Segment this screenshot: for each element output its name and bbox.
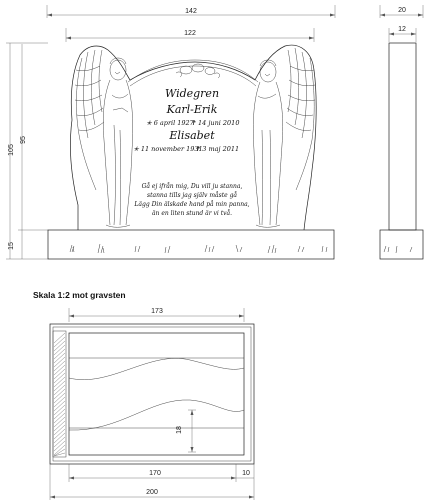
hatch-line	[54, 405, 65, 415]
wave-line-lower	[69, 400, 244, 430]
hatch-line	[54, 361, 65, 371]
hatch-line	[54, 345, 65, 355]
hatch-line	[54, 413, 65, 423]
hatched-strip	[53, 331, 66, 457]
hatch-line	[54, 349, 65, 359]
dim-label-170: 170	[149, 470, 161, 477]
hatch-line	[54, 365, 65, 375]
hatch-line	[54, 373, 65, 383]
hatch-line	[54, 333, 65, 343]
dim-side-base	[380, 5, 423, 18]
side-base	[380, 230, 423, 259]
dim-label-142: 142	[185, 8, 197, 15]
right-angel	[253, 48, 315, 227]
dim-label-105: 105	[8, 144, 15, 156]
hatch-line	[54, 437, 65, 447]
scale-caption: Skala 1:2 mot gravsten	[33, 290, 126, 300]
side-view	[380, 5, 423, 259]
verse-line: än en liten stund är vi två.	[151, 210, 233, 217]
dim-inner-height	[176, 410, 196, 452]
dim-total-width	[47, 5, 335, 18]
dim-label-200: 200	[146, 489, 158, 496]
dim-label-18: 18	[176, 426, 183, 434]
hatch-line	[54, 357, 65, 367]
base-plinth	[48, 230, 334, 259]
dim-stone-width	[66, 28, 314, 42]
hatch-line	[54, 429, 65, 439]
hatch-line	[54, 377, 65, 387]
person2-died: ✝ 3 maj 2011	[194, 145, 240, 153]
person1-died: ✝ 14 juni 2010	[190, 119, 240, 127]
dim-vertical-left	[6, 43, 48, 259]
person2-born: ✭ 11 november 1931	[133, 145, 203, 153]
grass-decoration	[70, 244, 327, 253]
hatch-line	[54, 397, 65, 407]
inscription	[133, 87, 249, 217]
dim-label-95: 95	[20, 136, 27, 144]
hatch-line	[54, 417, 65, 427]
person2-name: Elisabet	[169, 129, 215, 142]
hatch-line	[54, 341, 65, 351]
dim-label-15: 15	[8, 242, 15, 250]
hatch-line	[54, 381, 65, 391]
stone-plate	[69, 333, 244, 455]
dim-label-122: 122	[184, 30, 196, 37]
dim-label-20: 20	[398, 7, 406, 14]
dim-bottom-width	[69, 464, 254, 482]
hatch-line	[54, 409, 65, 419]
verse-line: Lägg Din älskade hand på min panna,	[134, 201, 250, 208]
person1-name: Karl-Erik	[166, 103, 218, 116]
dim-plate-width	[69, 308, 244, 322]
surname: Widegren	[164, 87, 220, 100]
floral-garland	[128, 60, 258, 86]
plan-view	[33, 290, 254, 500]
hatch-line	[54, 385, 65, 395]
plan-inner-frame	[53, 327, 251, 461]
dim-label-173: 173	[151, 308, 163, 315]
hatch-line	[54, 389, 65, 399]
verse-line: stanna tills jag själv måste gå	[147, 192, 237, 199]
hatch-line	[54, 369, 65, 379]
hatch-line	[54, 441, 65, 451]
hatch-line	[54, 401, 65, 411]
wave-line-upper	[69, 358, 244, 379]
dim-label-12: 12	[398, 26, 406, 33]
side-stone	[389, 43, 416, 230]
hatch-line	[54, 353, 65, 363]
person1-born: ✭ 6 april 1927	[146, 119, 194, 127]
hatch-line	[54, 393, 65, 403]
hatch-line	[54, 433, 65, 443]
hatch-line	[54, 425, 65, 435]
hatch-line	[54, 421, 65, 431]
hatch-line	[54, 337, 65, 347]
front-view	[6, 5, 335, 259]
dim-side-stone	[389, 26, 416, 42]
dim-label-10: 10	[242, 470, 250, 477]
plan-outer-frame	[50, 324, 254, 464]
left-angel	[75, 50, 133, 227]
verse-line: Gå ej ifrån mig, Du vill ju stanna,	[141, 183, 243, 190]
